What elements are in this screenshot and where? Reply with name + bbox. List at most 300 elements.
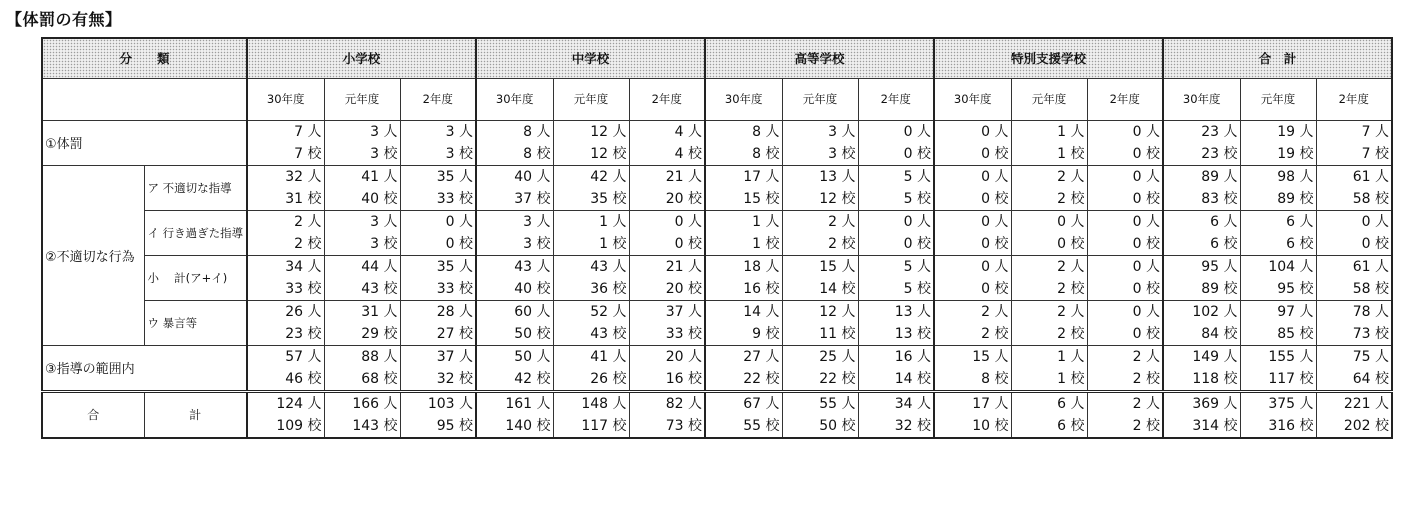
table-cell [1087,300,1163,345]
count-people: 0 人 [1132,303,1160,320]
table-cell [400,255,476,300]
year-header: 2年度 [400,78,476,120]
table-cell [476,210,553,255]
table-cell [934,391,1011,438]
count-schools: 16 校 [665,370,702,387]
table-cell [1240,391,1316,438]
count-people: 44 人 [361,258,398,275]
count-schools: 5 校 [903,280,931,297]
table-cell [705,391,782,438]
count-people: 14 人 [743,303,780,320]
count-people: 26 人 [285,303,322,320]
count-people: 0 人 [1057,213,1085,230]
year-header: 元年度 [1240,78,1316,120]
count-schools: 37 校 [514,190,551,207]
table-cell [629,120,705,165]
table-cell [1316,120,1392,165]
table-cell [858,210,934,255]
count-people: 78 人 [1352,303,1389,320]
count-schools: 109 校 [276,417,322,434]
table-cell [324,165,400,210]
count-schools: 2 校 [1132,417,1160,434]
count-schools: 33 校 [665,325,702,342]
sub-row-label-subtotal: 小 計(ア+イ) [144,255,247,300]
count-schools: 36 校 [590,280,627,297]
count-schools: 5 校 [903,190,931,207]
table-cell [629,255,705,300]
count-schools: 11 校 [819,325,856,342]
count-people: 2 人 [294,213,322,230]
count-schools: 23 校 [1201,145,1238,162]
sub-row-label-verbal-abuse: ウ 暴言等 [144,300,247,345]
count-people: 5 人 [903,168,931,185]
count-people: 1 人 [752,213,780,230]
count-people: 3 人 [828,123,856,140]
count-schools: 8 校 [981,370,1009,387]
sub-row-label-inappropriate-guidance: ア 不適切な指導 [144,165,247,210]
count-people: 0 人 [1132,168,1160,185]
table-cell [782,300,858,345]
table-cell [1316,391,1392,438]
table-cell [934,165,1011,210]
count-schools: 2 校 [981,325,1009,342]
count-schools: 314 校 [1192,417,1238,434]
count-people: 13 人 [819,168,856,185]
count-schools: 50 校 [819,417,856,434]
table-cell [705,345,782,391]
count-people: 375 人 [1268,395,1314,412]
count-people: 17 人 [743,168,780,185]
count-schools: 1 校 [1057,370,1085,387]
count-schools: 43 校 [590,325,627,342]
count-schools: 29 校 [361,325,398,342]
table-row [42,255,1392,300]
count-people: 27 人 [743,348,780,365]
count-schools: 1 校 [752,235,780,252]
count-people: 13 人 [894,303,931,320]
count-people: 103 人 [427,395,473,412]
count-people: 2 人 [1132,348,1160,365]
table-cell [1240,300,1316,345]
count-people: 148 人 [581,395,627,412]
count-schools: 0 校 [981,235,1009,252]
count-schools: 13 校 [894,325,931,342]
count-schools: 6 校 [1210,235,1238,252]
count-schools: 2 校 [1057,280,1085,297]
count-schools: 3 校 [523,235,551,252]
count-schools: 1 校 [599,235,627,252]
count-schools: 55 校 [743,417,780,434]
table-cell [629,300,705,345]
corporal-punishment-table [41,37,1393,439]
table-cell [1240,345,1316,391]
count-schools: 3 校 [828,145,856,162]
count-schools: 43 校 [361,280,398,297]
count-people: 149 人 [1192,348,1238,365]
count-people: 34 人 [894,395,931,412]
count-schools: 33 校 [436,280,473,297]
count-people: 0 人 [1132,213,1160,230]
count-people: 2 人 [828,213,856,230]
group-header-total: 合 計 [1163,38,1392,78]
table-cell [247,391,324,438]
table-cell [1163,345,1240,391]
count-people: 89 人 [1201,168,1238,185]
table-cell [553,165,629,210]
table-cell [1011,120,1087,165]
count-schools: 89 校 [1201,280,1238,297]
total-label-right: 計 [144,391,247,438]
table-cell [400,345,476,391]
count-people: 98 人 [1277,168,1314,185]
table-cell [1240,255,1316,300]
count-schools: 117 校 [581,417,627,434]
count-schools: 0 校 [674,235,702,252]
count-people: 5 人 [903,258,931,275]
count-schools: 8 校 [752,145,780,162]
count-people: 104 人 [1268,258,1314,275]
count-schools: 316 校 [1268,417,1314,434]
count-schools: 3 校 [370,235,398,252]
table-cell [705,120,782,165]
count-schools: 12 校 [590,145,627,162]
count-people: 0 人 [981,123,1009,140]
table-cell [629,391,705,438]
table-cell [476,391,553,438]
count-schools: 0 校 [445,235,473,252]
count-schools: 50 校 [514,325,551,342]
count-people: 50 人 [514,348,551,365]
count-people: 55 人 [819,395,856,412]
table-cell [934,120,1011,165]
count-people: 3 人 [445,123,473,140]
count-schools: 64 校 [1352,370,1389,387]
count-schools: 95 校 [1277,280,1314,297]
count-schools: 42 校 [514,370,551,387]
table-cell [1011,210,1087,255]
table-cell [934,345,1011,391]
count-people: 102 人 [1192,303,1238,320]
table-cell [324,300,400,345]
count-schools: 12 校 [819,190,856,207]
count-schools: 2 校 [294,235,322,252]
count-schools: 22 校 [743,370,780,387]
table-cell [476,345,553,391]
count-people: 52 人 [590,303,627,320]
count-people: 124 人 [276,395,322,412]
count-people: 166 人 [352,395,398,412]
count-schools: 2 校 [1132,370,1160,387]
count-people: 16 人 [894,348,931,365]
table-cell [1011,300,1087,345]
page-title: 【体罰の有無】 [6,10,122,29]
count-schools: 14 校 [894,370,931,387]
table-cell [858,345,934,391]
table-cell [934,210,1011,255]
count-people: 37 人 [665,303,702,320]
table-cell [247,165,324,210]
table-cell [1087,255,1163,300]
count-people: 21 人 [665,168,702,185]
table-row [42,345,1392,391]
count-people: 0 人 [1361,213,1389,230]
year-header: 30年度 [934,78,1011,120]
count-people: 1 人 [1057,348,1085,365]
table-cell [1087,391,1163,438]
count-people: 0 人 [903,213,931,230]
count-schools: 6 校 [1057,417,1085,434]
count-people: 7 人 [294,123,322,140]
table-cell [1240,210,1316,255]
count-schools: 7 校 [1361,145,1389,162]
table-cell [400,391,476,438]
count-people: 2 人 [1057,303,1085,320]
sub-row-label-excessive-guidance: イ 行き過ぎた指導 [144,210,247,255]
table-cell [705,255,782,300]
count-people: 0 人 [981,213,1009,230]
count-schools: 73 校 [665,417,702,434]
count-schools: 40 校 [514,280,551,297]
count-people: 3 人 [370,123,398,140]
count-schools: 4 校 [674,145,702,162]
table-cell [247,345,324,391]
count-schools: 0 校 [903,145,931,162]
count-people: 6 人 [1057,395,1085,412]
year-header: 元年度 [782,78,858,120]
table-cell [782,391,858,438]
count-people: 67 人 [743,395,780,412]
table-cell [324,391,400,438]
count-people: 3 人 [523,213,551,230]
count-people: 7 人 [1361,123,1389,140]
count-people: 2 人 [1132,395,1160,412]
count-people: 18 人 [743,258,780,275]
table-cell [247,255,324,300]
table-cell [247,300,324,345]
year-header-blank [42,78,247,120]
count-schools: 9 校 [752,325,780,342]
category-header: 分 類 [42,38,247,78]
table-cell [858,255,934,300]
count-schools: 6 校 [1286,235,1314,252]
count-people: 37 人 [436,348,473,365]
table-cell [1316,300,1392,345]
table-cell [1011,391,1087,438]
count-schools: 31 校 [285,190,322,207]
count-people: 31 人 [361,303,398,320]
count-people: 41 人 [590,348,627,365]
table-cell [858,120,934,165]
row-label-within-guidance: ③指導の範囲内 [42,345,247,391]
count-schools: 3 校 [445,145,473,162]
table-cell [1163,165,1240,210]
count-people: 1 人 [1057,123,1085,140]
count-schools: 1 校 [1057,145,1085,162]
count-people: 0 人 [445,213,473,230]
year-header: 元年度 [324,78,400,120]
count-schools: 84 校 [1201,325,1238,342]
count-schools: 0 校 [1057,235,1085,252]
count-people: 41 人 [361,168,398,185]
table-cell [1087,165,1163,210]
count-schools: 32 校 [894,417,931,434]
table-cell [553,345,629,391]
count-schools: 8 校 [523,145,551,162]
count-schools: 7 校 [294,145,322,162]
table-cell [324,255,400,300]
count-schools: 68 校 [361,370,398,387]
count-people: 61 人 [1352,258,1389,275]
count-people: 4 人 [674,123,702,140]
year-header: 2年度 [1316,78,1392,120]
year-header: 30年度 [705,78,782,120]
count-people: 43 人 [514,258,551,275]
count-people: 0 人 [981,258,1009,275]
count-people: 95 人 [1201,258,1238,275]
count-schools: 0 校 [1132,235,1160,252]
count-schools: 58 校 [1352,190,1389,207]
count-schools: 20 校 [665,190,702,207]
count-people: 0 人 [1132,123,1160,140]
table-cell [1240,120,1316,165]
count-people: 0 人 [981,168,1009,185]
table-cell [1240,165,1316,210]
count-schools: 14 校 [819,280,856,297]
table-cell [629,165,705,210]
table-cell [476,255,553,300]
table-cell [782,165,858,210]
year-header: 30年度 [1163,78,1240,120]
group-header-high-school: 高等学校 [705,38,934,78]
count-schools: 3 校 [370,145,398,162]
count-schools: 0 校 [981,280,1009,297]
table-cell [782,210,858,255]
table-cell [1087,345,1163,391]
count-schools: 19 校 [1277,145,1314,162]
count-people: 0 人 [903,123,931,140]
table-cell [858,300,934,345]
count-people: 35 人 [436,258,473,275]
count-schools: 22 校 [819,370,856,387]
count-people: 19 人 [1277,123,1314,140]
table-cell [247,210,324,255]
count-schools: 0 校 [1132,325,1160,342]
table-cell [1011,255,1087,300]
count-schools: 33 校 [285,280,322,297]
count-schools: 23 校 [285,325,322,342]
count-schools: 15 校 [743,190,780,207]
count-schools: 2 校 [1057,190,1085,207]
count-people: 6 人 [1286,213,1314,230]
count-schools: 35 校 [590,190,627,207]
count-schools: 83 校 [1201,190,1238,207]
table-cell [1087,210,1163,255]
table-cell [400,210,476,255]
count-schools: 140 校 [505,417,551,434]
count-people: 61 人 [1352,168,1389,185]
count-schools: 10 校 [972,417,1009,434]
table-cell [1011,165,1087,210]
count-people: 25 人 [819,348,856,365]
table-cell [1163,300,1240,345]
year-header: 2年度 [629,78,705,120]
table-cell [400,300,476,345]
count-people: 97 人 [1277,303,1314,320]
count-schools: 40 校 [361,190,398,207]
count-people: 8 人 [752,123,780,140]
table-cell [1087,120,1163,165]
table-cell [1316,165,1392,210]
count-people: 82 人 [665,395,702,412]
count-people: 0 人 [1132,258,1160,275]
table-row [42,210,1392,255]
count-people: 35 人 [436,168,473,185]
count-people: 3 人 [370,213,398,230]
table-cell [553,120,629,165]
count-schools: 2 校 [1057,325,1085,342]
count-people: 23 人 [1201,123,1238,140]
year-header: 30年度 [476,78,553,120]
count-schools: 32 校 [436,370,473,387]
table-row [42,165,1392,210]
count-people: 15 人 [972,348,1009,365]
table-cell [324,345,400,391]
count-schools: 2 校 [828,235,856,252]
count-schools: 0 校 [1361,235,1389,252]
count-schools: 46 校 [285,370,322,387]
count-people: 8 人 [523,123,551,140]
table-cell [782,345,858,391]
table-cell [553,210,629,255]
table-cell [934,300,1011,345]
table-cell [553,300,629,345]
year-header: 元年度 [553,78,629,120]
count-people: 40 人 [514,168,551,185]
table-cell [858,391,934,438]
count-schools: 89 校 [1277,190,1314,207]
table-row-total [42,391,1392,438]
count-people: 57 人 [285,348,322,365]
count-people: 15 人 [819,258,856,275]
count-people: 17 人 [972,395,1009,412]
count-people: 43 人 [590,258,627,275]
table-cell [705,165,782,210]
table-cell [1316,345,1392,391]
count-people: 28 人 [436,303,473,320]
count-schools: 0 校 [981,145,1009,162]
table-row [42,300,1392,345]
count-people: 221 人 [1343,395,1389,412]
count-people: 2 人 [981,303,1009,320]
count-people: 2 人 [1057,258,1085,275]
count-people: 12 人 [590,123,627,140]
year-header: 元年度 [1011,78,1087,120]
row-label-corporal-punishment: ①体罰 [42,120,247,165]
table-cell [553,255,629,300]
table-cell [553,391,629,438]
count-people: 12 人 [819,303,856,320]
count-people: 1 人 [599,213,627,230]
count-schools: 143 校 [352,417,398,434]
count-people: 6 人 [1210,213,1238,230]
count-schools: 58 校 [1352,280,1389,297]
count-schools: 20 校 [665,280,702,297]
count-people: 75 人 [1352,348,1389,365]
count-schools: 27 校 [436,325,473,342]
table-cell [782,255,858,300]
year-header: 2年度 [858,78,934,120]
total-label-left: 合 [42,391,144,438]
